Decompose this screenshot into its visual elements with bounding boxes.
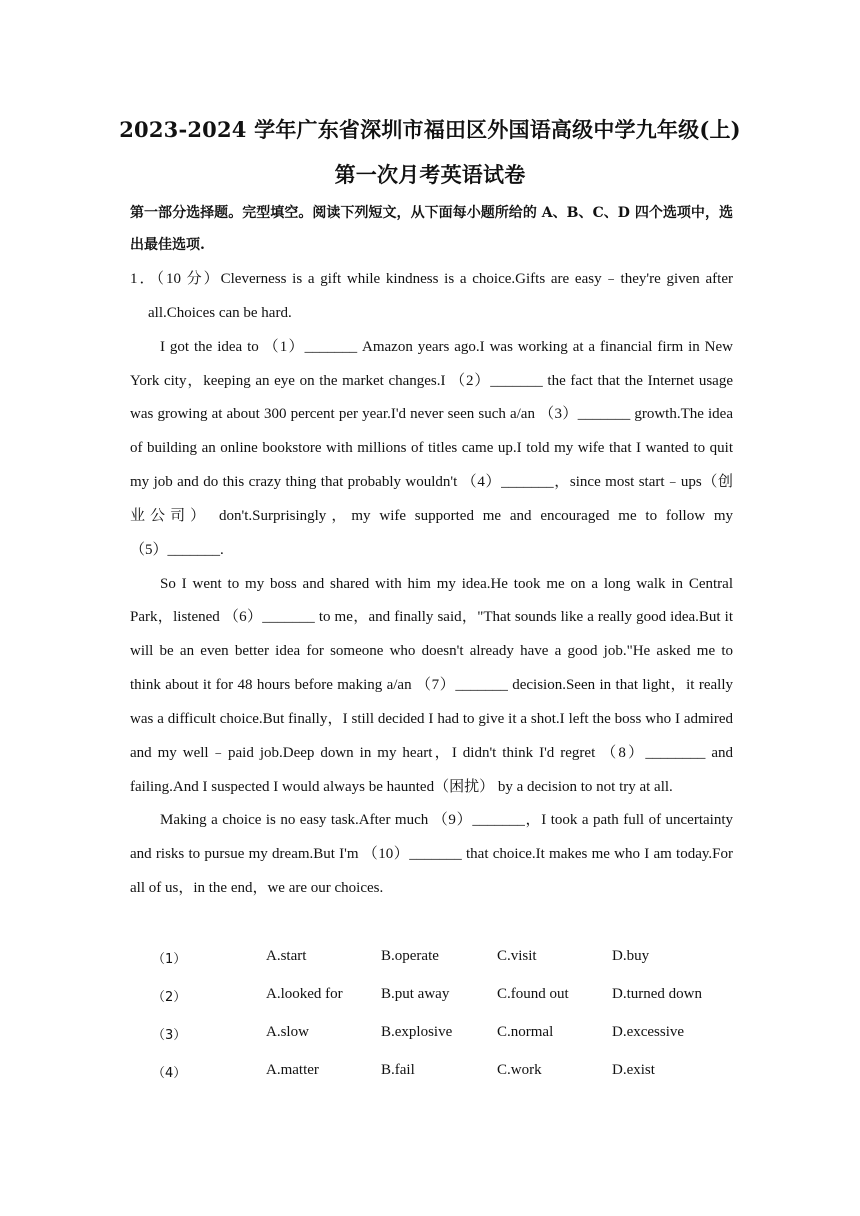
option-number: （2） — [152, 990, 187, 1005]
passage-line: will be an even better idea for someone who doesn't already have a good job."He asked me to — [130, 643, 733, 659]
option-number: （3） — [152, 1028, 187, 1043]
passage-line: Park，listened （6）_______ to me，and finally said，"That sounds like a really good idea.But it — [130, 609, 733, 625]
option-c: C.work — [497, 1062, 542, 1078]
option-c: C.visit — [497, 948, 537, 964]
passage-line: and my well﹣paid job.Deep down in my heart，I didn't think I'd regret （8）________ and — [130, 745, 733, 761]
passage-line: So I went to my boss and shared with him my idea.He took me on a long walk in Central — [160, 576, 733, 592]
option-d: D.exist — [612, 1062, 655, 1078]
passage-line: 业公司） don't.Surprisingly，my wife supported me and encouraged me to follow my — [130, 508, 733, 524]
option-d: D.excessive — [612, 1024, 685, 1040]
passage-line: York city，keeping an eye on the market changes.I （2）_______ the fact that the Internet usage — [130, 373, 733, 389]
passage-line: and risks to pursue my dream.But I'm （10）_______ that choice.It makes me who I am today.For — [130, 846, 733, 862]
option-b: B.fail — [381, 1062, 415, 1078]
option-number: （4） — [152, 1066, 187, 1081]
passage-line: 1．（10 分）Cleverness is a gift while kindness is a choice.Gifts are easy﹣they're given after — [130, 271, 733, 287]
section-instruction: 第一部分选择题。完型填空。阅读下列短文，从下面每小题所给的 A、B、C、D 四个选项中，选出最佳选项. — [130, 205, 733, 253]
passage-line: Making a choice is no easy task.After much （9）_______，I took a path full of uncertainty — [160, 812, 733, 828]
option-a: A.looked for — [266, 986, 343, 1002]
passage-line: was growing at about 300 percent per year.I'd never seen such a/an （3）_______ growth.The idea — [130, 406, 733, 422]
option-b: B.put away — [381, 986, 450, 1002]
option-a: A.slow — [266, 1024, 309, 1040]
passage-line: all.Choices can be hard. — [148, 305, 292, 321]
option-a: A.matter — [266, 1062, 319, 1078]
passage-line: my job and do this crazy thing that probably wouldn't （4）_______，since most start﹣ups（创 — [130, 474, 733, 490]
document-title-line2: 第一次月考英语试卷 — [334, 162, 526, 187]
option-b: B.explosive — [381, 1024, 453, 1040]
option-c: C.normal — [497, 1024, 554, 1040]
passage-line: （5）_______. — [130, 542, 224, 558]
option-b: B.operate — [381, 948, 439, 964]
option-row — [0, 1024, 860, 1044]
option-d: D.turned down — [612, 986, 702, 1002]
passage-line: was a difficult choice.But finally，I still decided I had to give it a shot.I left the boss who I admired — [130, 711, 733, 727]
option-d: D.buy — [612, 948, 650, 964]
option-c: C.found out — [497, 986, 569, 1002]
passage-line: think about it for 48 hours before making a/an （7）_______ decision.Seen in that light，it really — [130, 677, 733, 693]
passage-line: all of us，in the end，we are our choices. — [130, 880, 384, 896]
option-row — [0, 1062, 860, 1082]
option-number: （1） — [152, 952, 187, 967]
option-row — [0, 948, 860, 968]
passage-line: I got the idea to （1）_______ Amazon years ago.I was working at a financial firm in New — [160, 339, 733, 355]
document-title-line1: 2023-2024 学年广东省深圳市福田区外国语高级中学九年级(上) — [119, 117, 741, 142]
passage-line: of building an online bookstore with millions of titles came up.I told my wife that I wanted to quit — [130, 440, 733, 456]
option-a: A.start — [266, 948, 307, 964]
option-row — [0, 986, 860, 1006]
passage-line: failing.And I suspected I would always be haunted（困扰） by a decision to not try at all. — [130, 779, 673, 795]
